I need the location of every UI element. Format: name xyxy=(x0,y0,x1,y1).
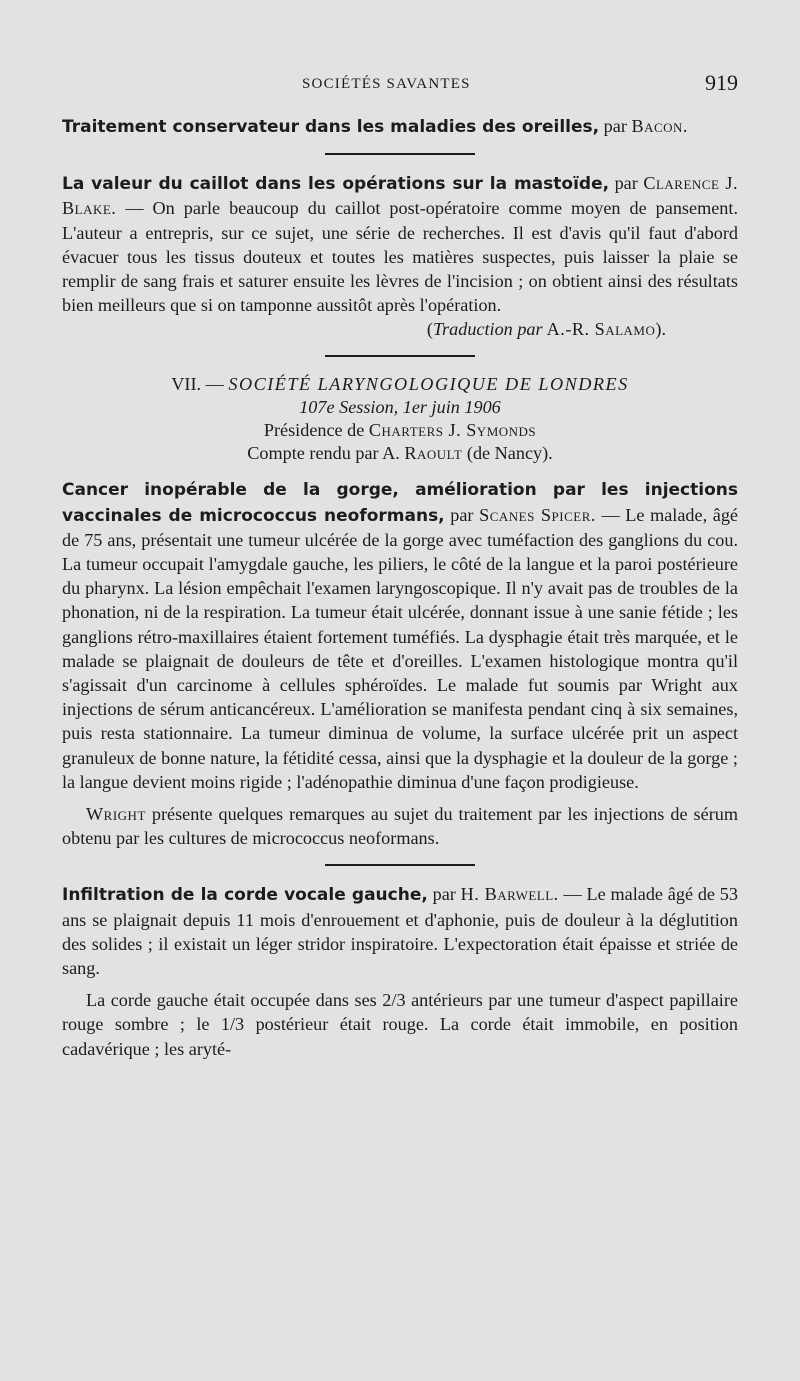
article-text: — Le malade âgé de 53 ans se plaignait depuis 11 mois d'enrouement et d'aphonie, puis de douleur à la déglutition des solides ; il existait un léger stridor inspiratoire. L'expectoration était épaisse et striée de sang. xyxy=(62,884,738,979)
by-word: par xyxy=(444,504,480,525)
page-header xyxy=(62,66,738,106)
running-head: SOCIÉTÉS SAVANTES xyxy=(302,76,471,92)
section-rule xyxy=(325,864,475,866)
section-numeral: VII. — xyxy=(171,374,229,395)
by-word: par xyxy=(609,173,644,194)
section-rule xyxy=(325,153,475,155)
credit-label: Traduction par xyxy=(432,319,543,340)
reporter-name: Raoult xyxy=(404,443,463,464)
article-author: Bacon. xyxy=(631,116,688,136)
president-name: Charters J. Symonds xyxy=(368,420,537,441)
article-spicer xyxy=(62,477,738,794)
article-barwell xyxy=(62,882,738,980)
society-name: SOCIÉTÉ LARYNGOLOGIQUE DE LONDRES xyxy=(228,374,629,395)
session-text: 107e Session, 1er juin 1906 xyxy=(299,397,501,418)
presidence-line: Présidence de Charters J. Symonds xyxy=(263,420,537,441)
report-line: Compte rendu par A. Raoult (de Nancy). xyxy=(247,443,553,464)
article-author: H. Barwell. xyxy=(460,884,559,905)
section-heading xyxy=(62,373,738,396)
article-blake xyxy=(62,171,738,317)
translator-name: A.-R. Salamo xyxy=(542,319,656,340)
by-word: par xyxy=(599,116,632,136)
article-paragraph: La corde gauche était occupée dans ses 2/3 antérieurs par une tumeur d'aspect papillaire rouge sombre ; le 1/3 postérieur était rouge. La corde était immobile, en position cadavérique ; les aryté- xyxy=(62,990,738,1059)
translation-credit: (Traduction par A.-R. Salamo). xyxy=(426,319,666,340)
article-bacon xyxy=(62,114,738,139)
article-title: La valeur du caillot dans les opérations sur la mastoïde, xyxy=(62,174,610,195)
article-author: Scanes Spicer. xyxy=(479,504,596,525)
article-author: Clarence J. Blake. xyxy=(62,173,739,219)
article-text: — Le malade, âgé de 75 ans, présentait une tumeur ulcérée de la gorge avec tuméfaction des ganglions du cou. La tumeur occupait l'amygdale gauche, les piliers, le côté de la langue et la paroi postérieure du pharynx. La lésion empêchait l'examen laryngoscopique. Il n'y avait pas de troubles de la phonation, ni de la respiration. La tumeur était ulcérée, donnant issue à une sanie fétide ; les ganglions rétro-maxillaires étaient fortement tuméfiés. La dysphagie était très marquée, et le malade se plaignait de douleurs de tête et d'oreilles. L'examen histologique montra qu'il s'agissait d'un carcinome à cellules sphéroïdes. Le malade fut soumis par Wright aux injections de sérum anticancéreux. L'amélioration se manifesta pendant cinq à six semaines, puis resta stationnaire. La tumeur diminua de volume, la surface ulcérée prit un aspect granuleux de bonne nature, la fétidité cessa, ainsi que la dysphagie et la douleur de la gorge ; la langue devient moins rigide ; l'adénopathie diminua d'une façon prodigieuse. xyxy=(62,504,738,792)
article-title: Infiltration de la corde vocale gauche, xyxy=(62,885,428,906)
paragraph-text: présente quelques remarques au sujet du traitement par les injections de sérum obtenu par les cultures de micrococcus neoformans. xyxy=(62,804,738,849)
article-text: — On parle beaucoup du caillot post-opératoire comme moyen de pansement. L'auteur a entrepris, sur ce sujet, une série de recherches. Il est d'avis qu'il faut d'abord évacuer tous les tissus douteux et toutes les matières suspectes, puis laisser la plaie se remplir de sang frais et saturer ensuite les lèvres de l'incision ; on obtient ainsi des résultats bien meilleurs que si on tamponne aussitôt après l'opération. xyxy=(62,198,738,316)
session-line xyxy=(62,396,738,419)
article-paragraph xyxy=(62,802,738,850)
by-word: par xyxy=(427,884,461,905)
page-number: 919 xyxy=(705,70,738,95)
section-rule xyxy=(325,355,475,357)
person-name: Wright xyxy=(86,804,146,825)
article-title: Traitement conservateur dans les maladies des oreilles, xyxy=(62,117,600,137)
article-title: Cancer inopérable de la gorge, amélioration par les injections vaccinales de micrococcus neoformans, xyxy=(62,480,738,526)
